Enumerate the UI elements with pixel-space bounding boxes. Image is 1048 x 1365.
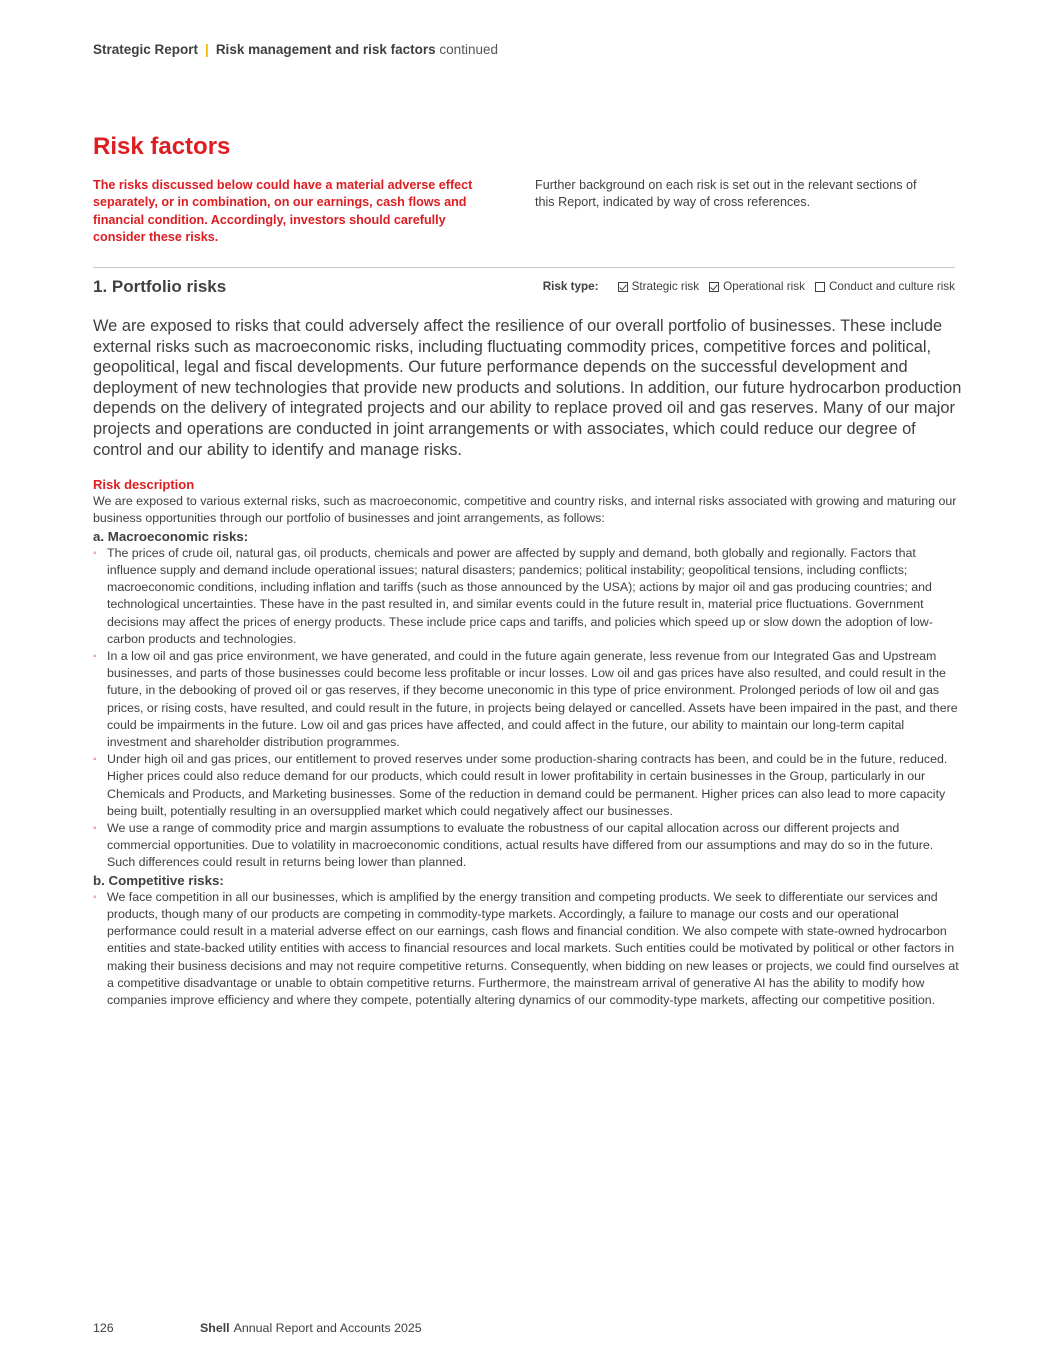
checkbox-icon [709, 282, 719, 292]
checkbox-icon [618, 282, 628, 292]
bullet-icon: ◦ [93, 891, 97, 903]
breadcrumb-continued: continued [439, 42, 498, 57]
bullet-icon: ◦ [93, 651, 97, 663]
list-item [93, 889, 961, 1009]
breadcrumb-section: Strategic Report [93, 42, 199, 57]
section-heading: 1. Portfolio risks [93, 277, 227, 296]
intro-note: Further background on each risk is set out in the relevant sections of this Report, indicated by way of cross references. [535, 178, 917, 210]
checkbox-icon [815, 282, 825, 292]
risk-body [93, 476, 961, 1009]
list-item [93, 545, 961, 648]
list-item-text: We face competition in all our businesses, which is amplified by the energy transition and competing products. We seek to differentiate our services and products, though many of our products are competing in commodity-type markets. Accordingly, a failure to manage our costs and our operational performance could result in a material adverse effect on our earnings, cash flows and financial condition. We also compete with state-owned hydrocarbon entities and state-backed utility entities with access to financial resources and local markets. Such entities could be motivated by political or other factors in making their business decisions and may not require competitive returns. Consequently, when bidding on new leases or projects, we could find ourselves at a competitive disadvantage or unable to obtain competitive returns. Furthermore, the mainstream arrival of generative AI has the ability to modify how companies improve efficiency and where they compete, potentially altering dynamics of our commodity-type markets, affecting our competitive position. [107, 889, 959, 1008]
macro-heading: a. Macroeconomic risks: [93, 528, 249, 544]
risk-type-option-label: Conduct and culture risk [828, 280, 955, 293]
list-item-text: Under high oil and gas prices, our entitlement to proved reserves under some production-sharing contracts has been, and could be in the future, reduced. Higher prices could also reduce demand for our products, which could result in lower profitability in certain businesses in the Group, particularly in our Chemicals and Products, and Marketing businesses. Some of the reduction in demand could be permanent. Higher prices can also lead to more capacity being built, potentially resulting in an oversupplied market which could negatively affect our businesses. [107, 752, 948, 818]
risk-type-option-label: Operational risk [723, 280, 805, 293]
risk-type-option-label: Strategic risk [631, 280, 700, 293]
list-item-text: In a low oil and gas price environment, we have generated, and could in the future again generate, less revenue from our Integrated Gas and Upstream businesses, and parts of those businesses could become less profitable or incur losses. Low oil and gas prices have also resulted, and could result in the future, in the debooking of proved oil or gas reserves, if they become uneconomic in this type of price environment. Prolonged periods of low oil and gas prices, or rising costs, have resulted, and could result in the future, in projects being delayed or cancelled. Assets have been impaired in the past, and there could be impairments in the future. Low oil and gas prices have affected, and could affect in the future, our ability to maintain our long-term capital investment and shareholder distribution programmes. [107, 649, 958, 750]
footer-publication-title: Annual Report and Accounts 2025 [233, 1321, 422, 1335]
risk-description-heading: Risk description [93, 477, 195, 492]
breadcrumb-separator: | [205, 42, 209, 57]
list-item-text: The prices of crude oil, natural gas, oil products, chemicals and power are affected by supply and demand, both globally and regionally. Factors that influence supply and demand include operational issues; natural disasters; pandemics; political instability; geopolitical tensions, including conflicts; macroeconomic conditions, including inflation and tariffs (such as those announced by the USA); actions by major oil and gas producing countries; and technological uncertainties. These have in the past resulted in, and similar events could in the future result in, material price fluctuations. Government decisions may affect the prices of energy products. These include price caps and tariffs, and policies which speed up or slow down the adoption of low-carbon products and technologies. [107, 545, 933, 646]
risk-type-conduct [815, 280, 955, 293]
bullet-icon: ◦ [93, 547, 97, 559]
list-item [93, 648, 961, 751]
footer-publication [200, 1321, 422, 1335]
bullet-icon: ◦ [93, 754, 97, 766]
page-number: 126 [93, 1321, 114, 1335]
risk-type-operational [709, 280, 805, 293]
section-divider [93, 267, 955, 268]
breadcrumb [93, 42, 498, 57]
list-item [93, 820, 961, 872]
macro-bullet-list [93, 545, 961, 872]
risk-type-label: Risk type: [542, 280, 599, 293]
breadcrumb-subsection: Risk management and risk factors [215, 42, 436, 57]
intro-warning: The risks discussed below could have a material adverse effect separately, or in combination, on our earnings, cash flows and financial condition. Accordingly, investors should carefully consider these risks. [93, 178, 473, 245]
section-lead-paragraph: We are exposed to risks that could adversely affect the resilience of our overall portfolio of businesses. These include external risks such as macroeconomic risks, including fluctuating commodity prices, competitive forces and political, geopolitical, legal and fiscal developments. Our future performance depends on the successful development and deployment of new technologies that provide new products and solutions. In addition, our future hydrocarbon production depends on the delivery of integrated projects and our ability to replace proved oil and gas reserves. Many of our major projects and operations are conducted in joint arrangements or with associates, which could reduce our degree of control and our ability to identify and manage risks. [93, 317, 962, 459]
list-item-text: We use a range of commodity price and margin assumptions to evaluate the robustness of our capital allocation across our different projects and commercial opportunities. Due to volatility in macroeconomic conditions, actual results have differed from our assumptions and may do so in the future. Such differences could result in returns being lower than planned. [107, 821, 934, 870]
risk-description-text: We are exposed to various external risks, such as macroeconomic, competitive and country risks, and internal risks associated with growing and maturing our business opportunities through our portfolio of businesses and joint arrangements, as follows: [93, 494, 957, 526]
risk-type-strategic [618, 280, 700, 293]
competitive-bullet-list [93, 889, 961, 1009]
page-title: Risk factors [93, 133, 231, 160]
bullet-icon: ◦ [93, 823, 97, 835]
list-item [93, 751, 961, 820]
competitive-heading: b. Competitive risks: [93, 872, 224, 888]
risk-type-legend [543, 280, 955, 293]
footer-brand: Shell [200, 1321, 230, 1335]
